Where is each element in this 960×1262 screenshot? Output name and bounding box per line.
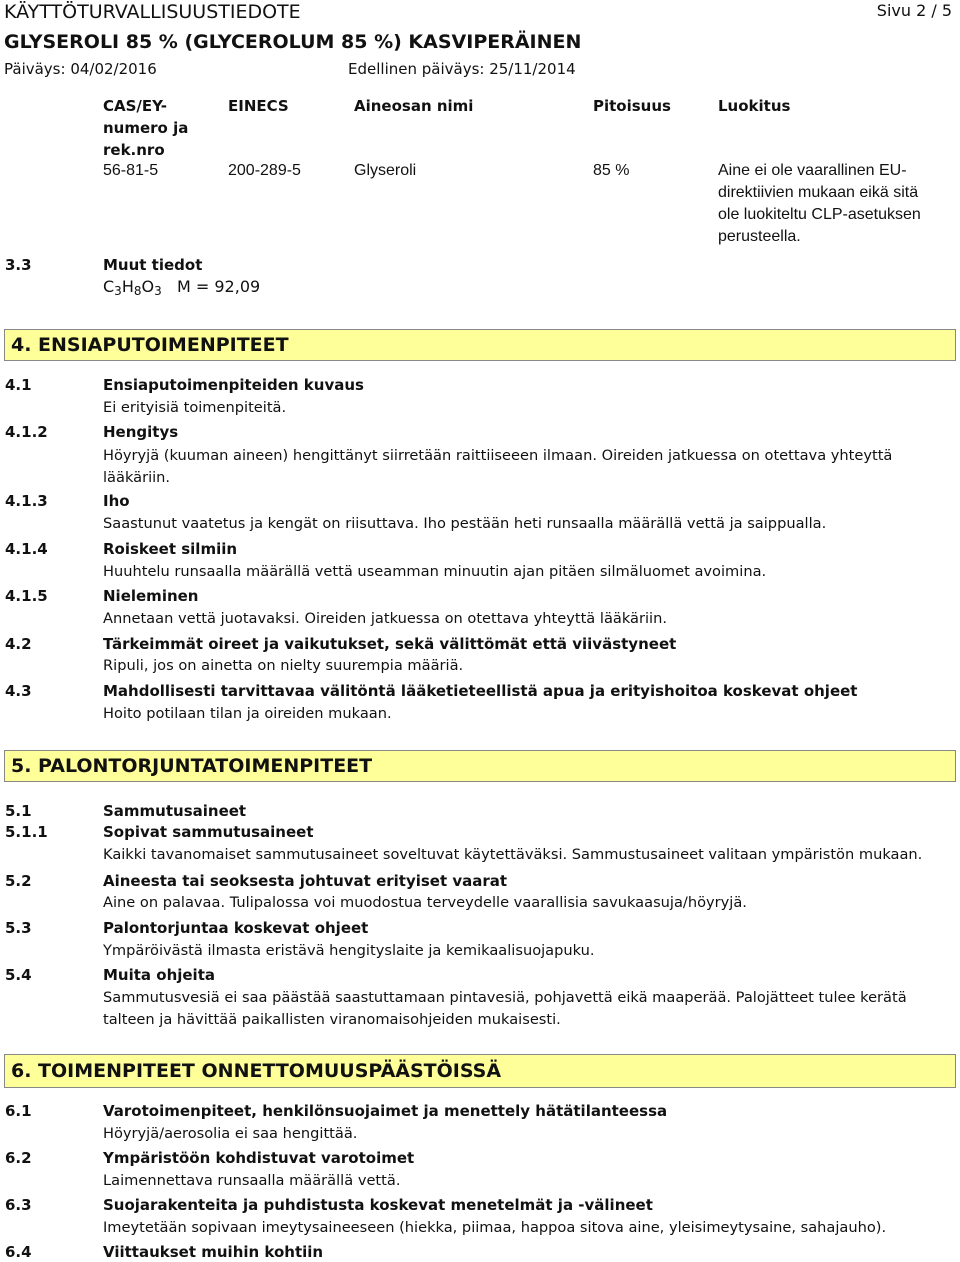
- section-number: 6.3: [5, 1196, 32, 1214]
- cell-einecs: 200-289-5: [228, 162, 301, 179]
- section-title: Muut tiedot: [103, 256, 203, 274]
- section-number: 5.4: [5, 966, 32, 984]
- cell-name: Glyseroli: [354, 162, 417, 179]
- section-number: 5.3: [5, 919, 32, 937]
- section-title: Varotoimenpiteet, henkilönsuojaimet ja menettely hätätilanteessa: [103, 1102, 668, 1120]
- table-header-content: Pitoisuus: [593, 97, 671, 115]
- document-title: KÄYTTÖTURVALLISUUSTIEDOTE: [4, 1, 301, 23]
- section-text: Ympäröivästä ilmasta eristävä hengityslaite ja kemikaalisuojapuku.: [103, 942, 595, 959]
- section-title: Hengitys: [103, 423, 179, 441]
- section-number: 4.1.2: [5, 423, 48, 441]
- section-6-banner: 6. TOIMENPITEET ONNETTOMUUSPÄÄSTÖISSÄ: [4, 1054, 956, 1088]
- section-text: Annetaan vettä juotavaksi. Oireiden jatkuessa on otettava yhteyttä lääkäriin.: [103, 610, 667, 627]
- cell-classification: Aine ei ole vaarallinen EU- direktiivien mukaan eikä sitä ole luokiteltu CLP-asetuksen perusteella.: [718, 162, 921, 245]
- section-title: Nieleminen: [103, 587, 199, 605]
- section-number: 4.1: [5, 376, 32, 394]
- section-5-banner: 5. PALONTORJUNTATOIMENPITEET: [4, 750, 956, 782]
- section-title: Ympäristöön kohdistuvat varotoimet: [103, 1149, 415, 1167]
- section-text: Ripuli, jos on ainetta on nielty suurempia määriä.: [103, 657, 464, 674]
- section-text: Sammutusvesiä ei saa päästää saastuttamaan pintavesiä, pohjavettä eikä maaperää. Palojätteet tulee kerätä: [103, 989, 907, 1006]
- section-text: lääkäriin.: [103, 469, 171, 486]
- section-number: 5.1: [5, 802, 32, 820]
- section-number: 4.1.5: [5, 587, 48, 605]
- section-title: Suojarakenteita ja puhdistusta koskevat menetelmät ja -välineet: [103, 1196, 653, 1214]
- section-text: Kaikki tavanomaiset sammutusaineet soveltuvat käytettäväksi. Sammustusaineet valitaan ympäristön mukaan.: [103, 846, 923, 863]
- section-number: 4.2: [5, 635, 32, 653]
- revision-date: Päiväys: 04/02/2016: [4, 60, 157, 78]
- section-title: Roiskeet silmiin: [103, 540, 238, 558]
- product-name: GLYSEROLI 85 % (GLYCEROLUM 85 %) KASVIPERÄINEN: [4, 31, 582, 53]
- section-number: 4.3: [5, 682, 32, 700]
- section-number: 6.4: [5, 1243, 32, 1261]
- section-4-banner: 4. ENSIAPUTOIMENPITEET: [4, 329, 956, 361]
- section-number: 4.1.4: [5, 540, 48, 558]
- section-text: talteen ja hävittää paikallisten viranomaisohjeiden mukaisesti.: [103, 1011, 561, 1028]
- section-text: Aine on palavaa. Tulipalossa voi muodostua terveydelle vaarallisia savukaasuja/höyryjä.: [103, 894, 747, 911]
- section-number: 6.1: [5, 1102, 32, 1120]
- cell-content: 85 %: [593, 162, 630, 179]
- section-text: Imeytetään sopivaan imeytysaineeseen (hiekka, piimaa, happoa sitova aine, yleisimeytysaine, sahajauho).: [103, 1219, 887, 1236]
- chemical-formula: $C_3H_8O_3$ M = 92,09: [103, 277, 261, 298]
- section-title: Sopivat sammutusaineet: [103, 823, 314, 841]
- section-text: Ei erityisiä toimenpiteitä.: [103, 399, 287, 416]
- section-number: 4.1.3: [5, 492, 48, 510]
- previous-revision-date: Edellinen päiväys: 25/11/2014: [348, 60, 576, 78]
- section-title: Aineesta tai seoksesta johtuvat erityiset vaarat: [103, 872, 508, 890]
- section-title: Muita ohjeita: [103, 966, 215, 984]
- section-number: 5.1.1: [5, 823, 48, 841]
- section-text: Laimennettava runsaalla määrällä vettä.: [103, 1172, 401, 1189]
- section-text: Saastunut vaatetus ja kengät on riisuttava. Iho pestään heti runsaalla määrällä vettä ja saippualla.: [103, 515, 827, 532]
- page-number: Sivu 2 / 5: [876, 1, 952, 20]
- section-number: 6.2: [5, 1149, 32, 1167]
- section-title: Iho: [103, 492, 130, 510]
- section-number: 5.2: [5, 872, 32, 890]
- section-title: Viittaukset muihin kohtiin: [103, 1243, 324, 1261]
- section-title: Tärkeimmät oireet ja vaikutukset, sekä välittömät että viivästyneet: [103, 635, 677, 653]
- section-title: Ensiaputoimenpiteiden kuvaus: [103, 376, 364, 394]
- section-title: Sammutusaineet: [103, 802, 247, 820]
- table-header-name: Aineosan nimi: [354, 97, 474, 115]
- section-text: Höyryjä (kuuman aineen) hengittänyt siirretään raittiiseeen ilmaan. Oireiden jatkuessa on otettava yhteyttä: [103, 447, 893, 464]
- section-number: 3.3: [5, 256, 32, 274]
- table-header-einecs: EINECS: [228, 97, 289, 115]
- section-text: Huuhtelu runsaalla määrällä vettä useamman minuutin ajan pitäen silmäluomet avoimina.: [103, 563, 767, 580]
- table-header-cas: CAS/EY- numero ja rek.nro: [103, 97, 189, 159]
- section-text: Hoito potilaan tilan ja oireiden mukaan.: [103, 705, 392, 722]
- section-title: Palontorjuntaa koskevat ohjeet: [103, 919, 369, 937]
- table-header-classification: Luokitus: [718, 97, 791, 115]
- section-title: Mahdollisesti tarvittavaa välitöntä lääketieteellistä apua ja erityishoitoa koskevat ohjeet: [103, 682, 858, 700]
- cell-cas: 56-81-5: [103, 162, 159, 179]
- section-text: Höyryjä/aerosolia ei saa hengittää.: [103, 1125, 358, 1142]
